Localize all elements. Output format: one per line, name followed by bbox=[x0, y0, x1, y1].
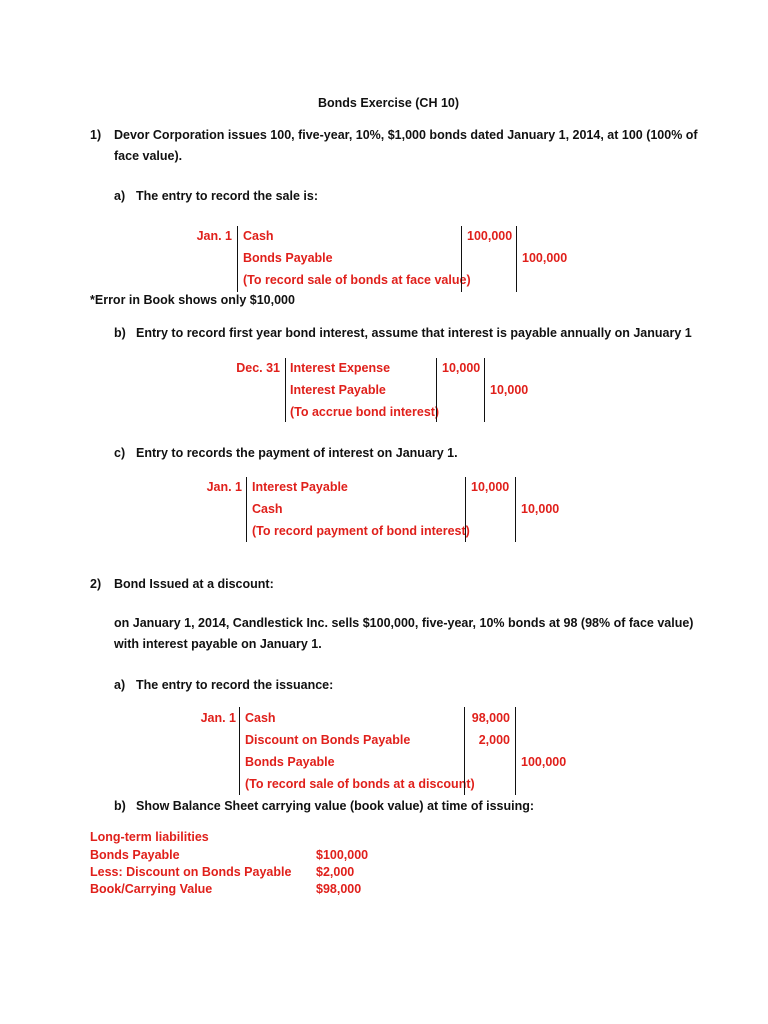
balance-sheet-heading: Long-term liabilities bbox=[90, 830, 209, 844]
debit-divider bbox=[465, 477, 466, 542]
entry-date: Dec. 31 bbox=[236, 361, 280, 375]
credit-amount: 100,000 bbox=[521, 755, 567, 769]
page-title: Bonds Exercise (CH 10) bbox=[318, 96, 460, 110]
credit-amount: 10,000 bbox=[521, 502, 560, 516]
debit-amount: 2,000 bbox=[478, 733, 510, 747]
entry-divider bbox=[246, 477, 247, 542]
credit-divider bbox=[484, 358, 485, 422]
debit-amount: 100,000 bbox=[467, 229, 513, 243]
question-2-heading: Bond Issued at a discount: bbox=[114, 577, 274, 591]
entry-date: Jan. 1 bbox=[196, 229, 232, 243]
debit-divider bbox=[461, 226, 462, 292]
credit-amount: 10,000 bbox=[490, 383, 529, 397]
debit-divider bbox=[436, 358, 437, 422]
entry-divider bbox=[237, 226, 238, 292]
q1a-text: The entry to record the sale is: bbox=[136, 189, 318, 203]
question-1-number: 1) bbox=[90, 128, 102, 142]
entry-explanation: (To record sale of bonds at face value) bbox=[243, 273, 471, 287]
account-line: Bonds Payable bbox=[245, 755, 335, 769]
entry-explanation: (To accrue bond interest) bbox=[290, 405, 440, 419]
account-line: Bonds Payable bbox=[243, 251, 333, 265]
credit-divider bbox=[515, 477, 516, 542]
balance-sheet-row-label: Book/Carrying Value bbox=[90, 882, 213, 896]
question-1-text-line1: Devor Corporation issues 100, five-year, 10%, $1,000 bonds dated January 1, 2014, at 100 (100% of bbox=[114, 128, 698, 142]
entry-date: Jan. 1 bbox=[206, 480, 242, 494]
balance-sheet-row-value: $98,000 bbox=[316, 882, 362, 896]
debit-divider bbox=[464, 707, 465, 795]
debit-amount: 10,000 bbox=[471, 480, 510, 494]
q1b-text: Entry to record first year bond interest, assume that interest is payable annually on January 1 bbox=[136, 326, 692, 340]
credit-amount: 100,000 bbox=[522, 251, 568, 265]
debit-amount: 98,000 bbox=[471, 711, 510, 725]
entry-divider bbox=[239, 707, 240, 795]
account-line: Interest Payable bbox=[290, 383, 386, 397]
entry-explanation: (To record sale of bonds at a discount) bbox=[245, 777, 475, 791]
q2a-text: The entry to record the issuance: bbox=[136, 678, 334, 692]
error-note: *Error in Book shows only $10,000 bbox=[90, 293, 295, 307]
account-line: Interest Expense bbox=[290, 361, 391, 375]
q2b-label: b) bbox=[114, 799, 126, 813]
account-line: Discount on Bonds Payable bbox=[245, 733, 411, 747]
question-1-text-line2: face value). bbox=[114, 149, 183, 163]
debit-amount: 10,000 bbox=[442, 361, 481, 375]
account-line: Interest Payable bbox=[252, 480, 348, 494]
account-line: Cash bbox=[243, 229, 274, 243]
entry-explanation: (To record payment of bond interest) bbox=[252, 524, 470, 538]
credit-divider bbox=[515, 707, 516, 795]
balance-sheet-row-label: Bonds Payable bbox=[90, 848, 180, 862]
q1c-text: Entry to records the payment of interest on January 1. bbox=[136, 446, 458, 460]
question-2-text-line2: with interest payable on January 1. bbox=[114, 637, 322, 651]
q2a-label: a) bbox=[114, 678, 126, 692]
credit-divider bbox=[516, 226, 517, 292]
account-line: Cash bbox=[245, 711, 276, 725]
account-line: Cash bbox=[252, 502, 283, 516]
entry-divider bbox=[285, 358, 286, 422]
q1a-label: a) bbox=[114, 189, 126, 203]
balance-sheet-row-value: $100,000 bbox=[316, 848, 369, 862]
balance-sheet-row-label: Less: Discount on Bonds Payable bbox=[90, 865, 292, 879]
q1b-label: b) bbox=[114, 326, 126, 340]
question-2-number: 2) bbox=[90, 577, 102, 591]
balance-sheet-row-value: $2,000 bbox=[316, 865, 355, 879]
q1c-label: c) bbox=[114, 446, 126, 460]
entry-date: Jan. 1 bbox=[200, 711, 236, 725]
q2b-text: Show Balance Sheet carrying value (book value) at time of issuing: bbox=[136, 799, 535, 813]
question-2-text-line1: on January 1, 2014, Candlestick Inc. sells $100,000, five-year, 10% bonds at 98 (98% of face value) bbox=[114, 616, 694, 630]
